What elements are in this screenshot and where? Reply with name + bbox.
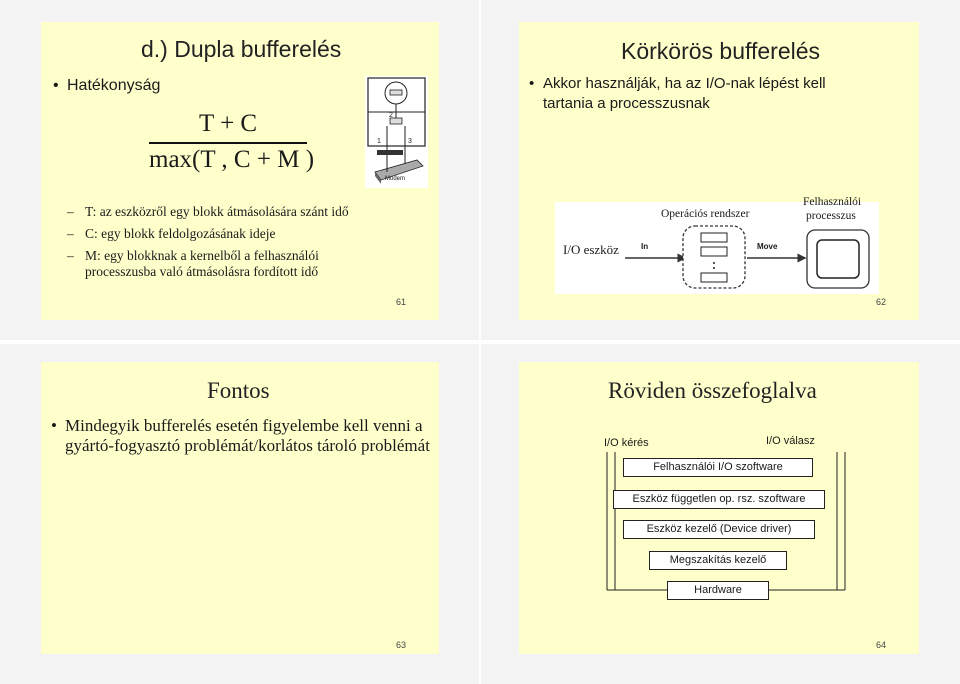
page-62 bbox=[481, 0, 960, 340]
layer-device-driver: Eszköz kezelő (Device driver) bbox=[623, 520, 815, 539]
user-process-label-line1: Felhasználói bbox=[803, 196, 862, 208]
formula-denominator: max(T , C + M ) bbox=[149, 146, 315, 173]
image-label-2: 2 bbox=[389, 112, 393, 119]
formula-fraction-bar bbox=[149, 142, 307, 144]
slide-63 bbox=[41, 362, 439, 654]
operating-system-label: Operációs rendszer bbox=[661, 208, 750, 220]
slide-title: Röviden összefoglalva bbox=[608, 378, 817, 403]
page-61 bbox=[0, 0, 479, 340]
bullet-efficiency: • Hatékonyság bbox=[67, 76, 160, 96]
layer-interrupt-handler: Megszakítás kezelő bbox=[649, 551, 787, 570]
page-number: 63 bbox=[396, 640, 407, 650]
slide-62 bbox=[519, 22, 919, 320]
modem-illustration bbox=[365, 76, 428, 188]
image-label-1: 1 bbox=[377, 138, 381, 145]
slide-title: d.) Dupla bufferelés bbox=[141, 36, 342, 62]
circular-buffer-diagram bbox=[555, 196, 879, 294]
page-number: 61 bbox=[396, 297, 407, 307]
page-63 bbox=[0, 344, 479, 684]
definition-c: – C: egy blokk feldolgozásának ideje bbox=[85, 226, 405, 242]
user-process-label-line2: processzus bbox=[806, 210, 856, 222]
image-label-modem: Modem bbox=[385, 176, 406, 182]
slide-title: Körkörös bufferelés bbox=[621, 38, 821, 64]
slide-61 bbox=[41, 22, 439, 320]
page-64 bbox=[481, 344, 960, 684]
in-label: In bbox=[641, 242, 649, 251]
layer-user-io-software: Felhasználói I/O szoftware bbox=[623, 458, 813, 477]
page-number: 62 bbox=[876, 297, 887, 307]
move-label: Move bbox=[757, 242, 778, 251]
io-device-label: I/O eszköz bbox=[563, 242, 619, 257]
io-response-label: I/O válasz bbox=[766, 435, 815, 447]
slide-64 bbox=[519, 362, 919, 654]
slide-title: Fontos bbox=[207, 378, 270, 403]
image-label-3: 3 bbox=[408, 138, 412, 145]
definition-m: – M: egy blokknak a kernelből a felhasználói processzusba való átmásolásra fordított idő bbox=[85, 248, 375, 280]
layer-hardware: Hardware bbox=[667, 581, 769, 600]
formula-numerator: T + C bbox=[199, 110, 258, 137]
bullet-when-used: • Akkor használják, ha az I/O-nak lépést kell tartania a processzusnak bbox=[543, 74, 863, 114]
page-number: 64 bbox=[876, 640, 887, 650]
definition-t: – T: az eszközről egy blokk átmásolására szánt idő bbox=[85, 204, 405, 220]
io-request-label: I/O kérés bbox=[604, 437, 649, 449]
bullet-important: • Mindegyik bufferelés esetén figyelembe kell venni a gyártó-fogyasztó problémát/korlátos tároló problémát bbox=[65, 416, 433, 456]
layer-device-independent-os-software: Eszköz független op. rsz. szoftware bbox=[613, 490, 825, 509]
